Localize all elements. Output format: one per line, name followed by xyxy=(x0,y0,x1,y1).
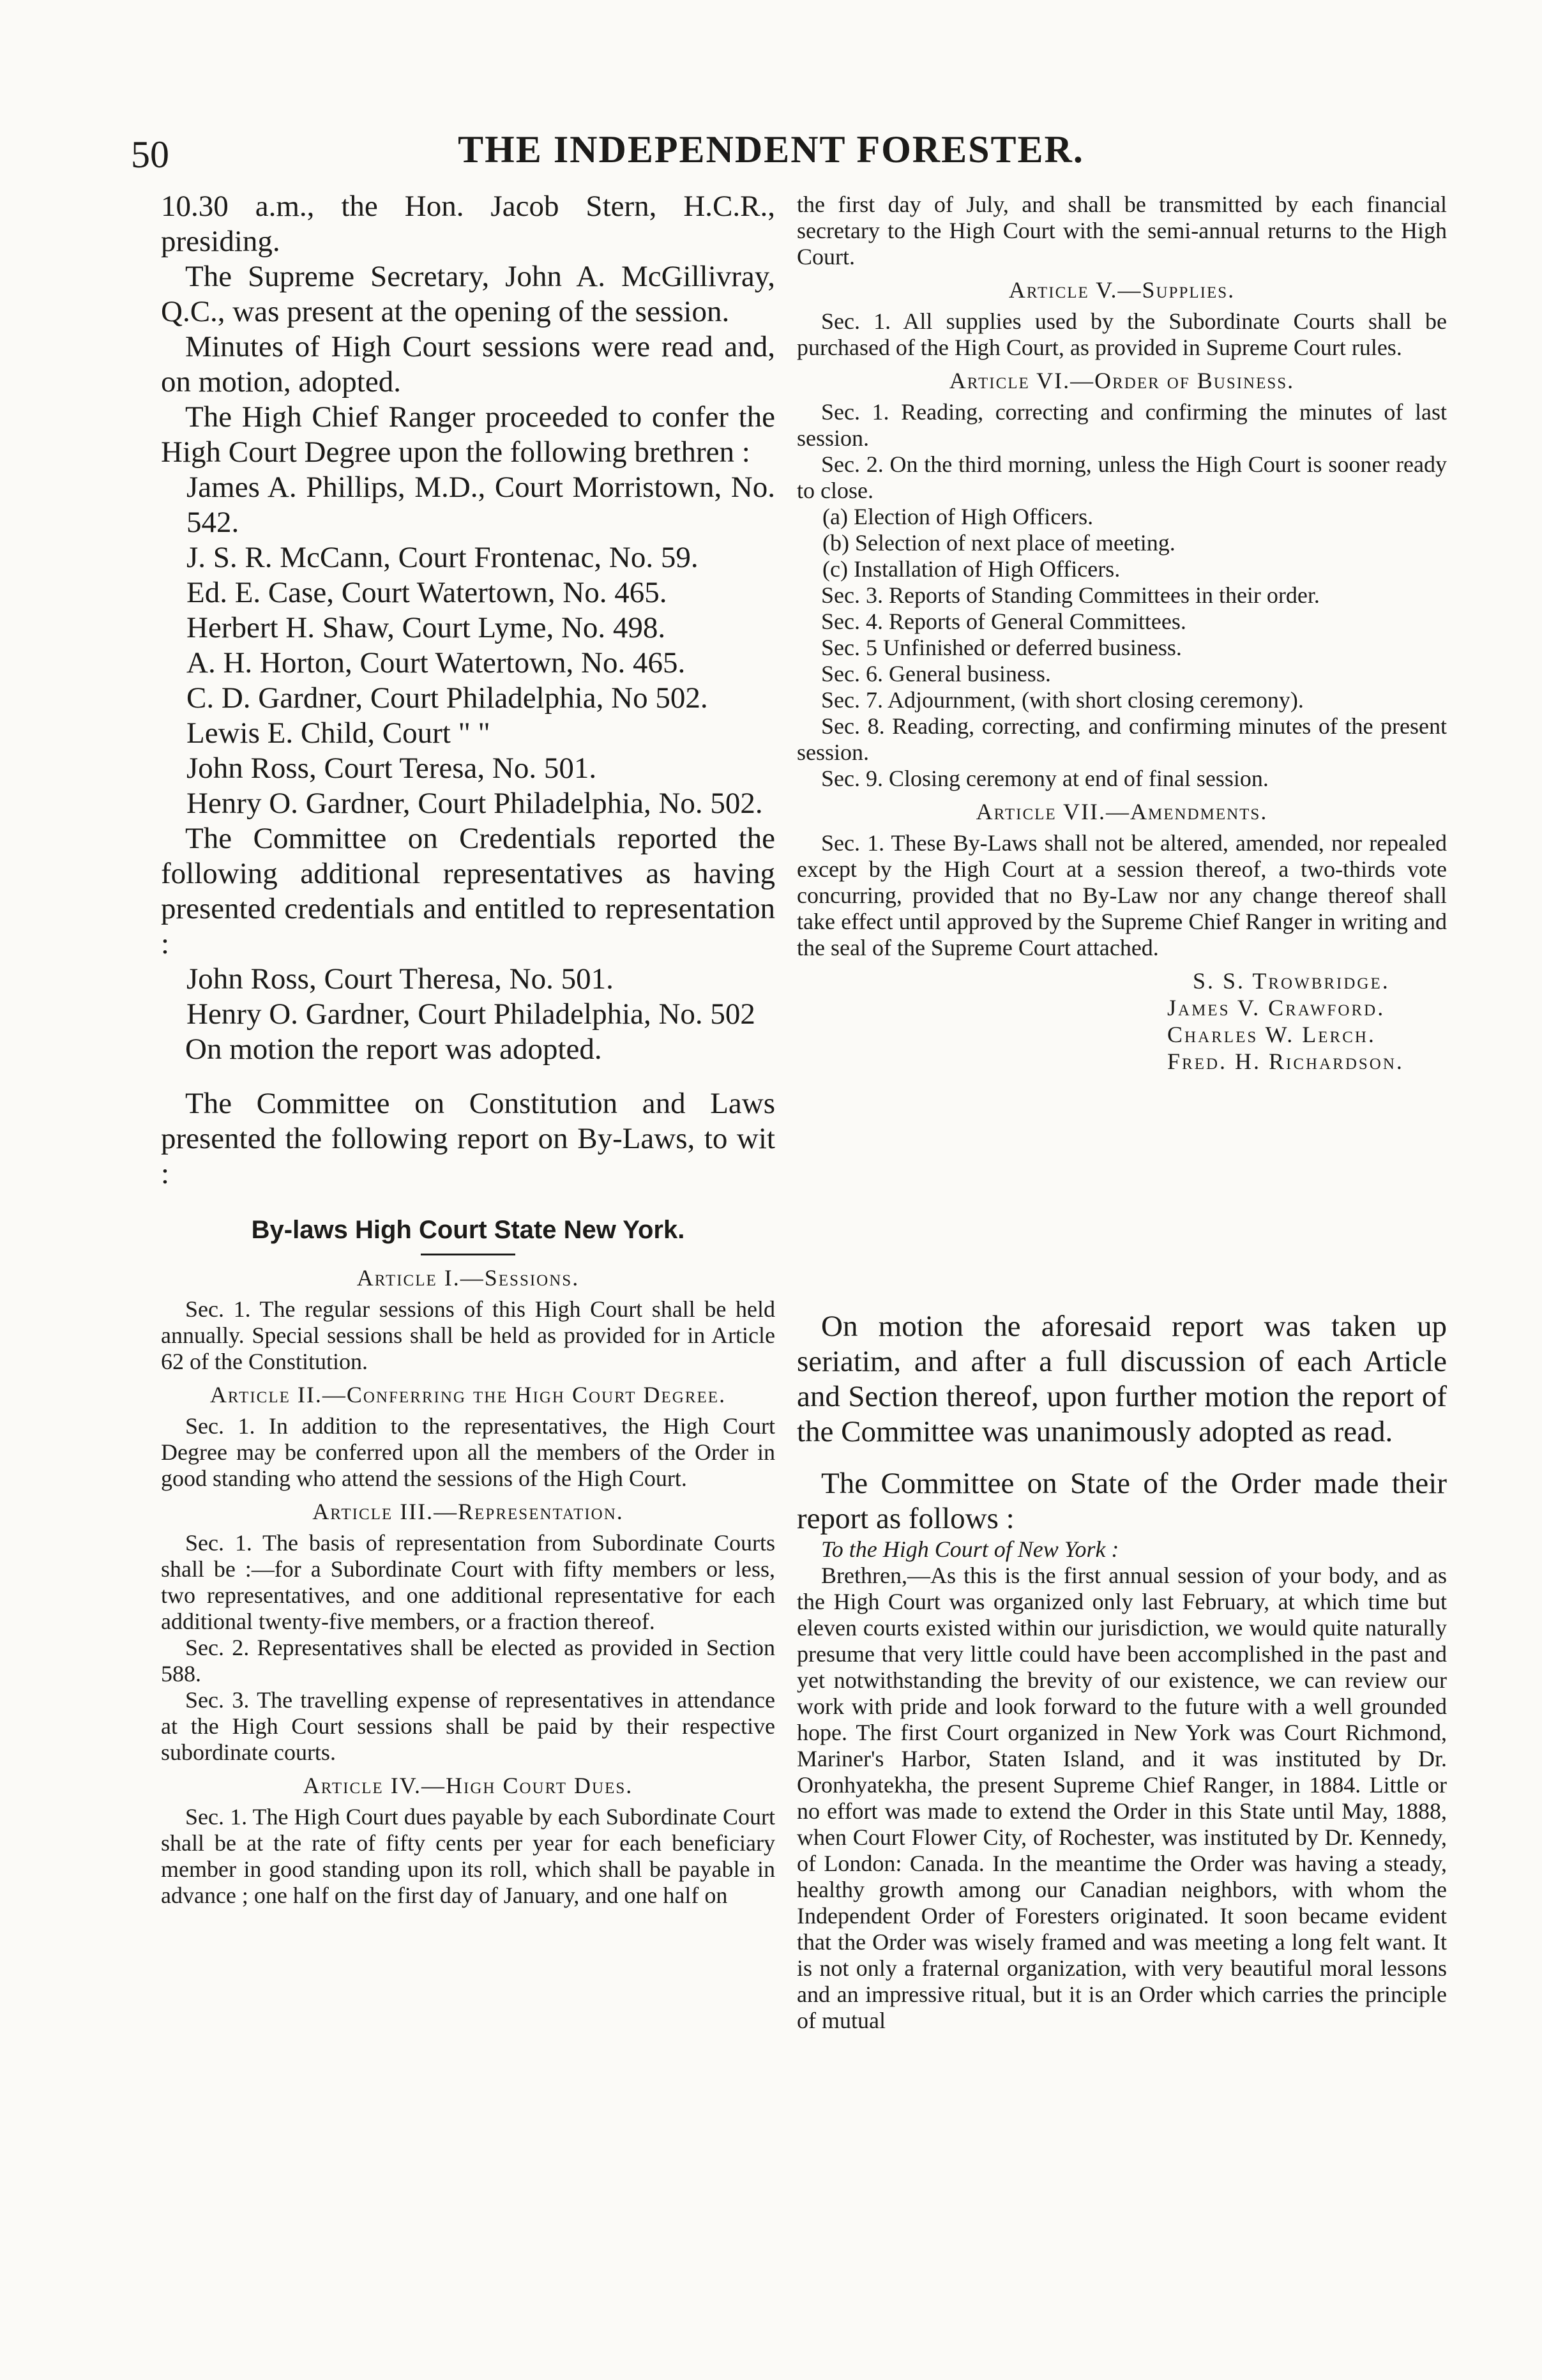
salutation: To the High Court of New York : xyxy=(821,1536,1119,1562)
signature: S. S. Trowbridge. xyxy=(1193,968,1390,994)
article-section: Sec. 8. Reading, correcting, and confirming minutes of the present session. xyxy=(797,713,1447,765)
left-column xyxy=(161,189,775,1909)
paragraph-opening: 10.30 a.m., the Hon. Jacob Stern, H.C.R., presiding. xyxy=(161,190,775,258)
page-number: 50 xyxy=(131,133,169,176)
paragraph-secretary: The Supreme Secretary, John A. McGillivray, Q.C., was present at the opening of the session. xyxy=(161,260,775,328)
paragraph-brethren: Brethren,—As this is the first annual session of your body, and as the High Court was organized only last February, at which time but eleven courts existed within our jurisdiction, we would quite naturally presume that very little could have been accomplished in the past and yet notwithstanding the brevity of our existence, we can review our work with pride and look forward to the future with a well grounded hope. The first Court organized in New York was Court Richmond, Mariner's Harbor, Staten Island, and it was instituted by Dr. Oronhyatekha, the present Supreme Chief Ranger, in 1884. Little or no effort was made to extend the Order in this State until May, 1888, when Court Flower City, of Rochester, was instituted by Dr. Kennedy, of London: Canada. In the meantime the Order was having a steady, healthy growth among our Canadian neighbors, with whom the Independent Order of Foresters originated. It soon became evident that the Order was wisely framed and was meeting a long felt want. It is not only a fraternal organization, with very beautiful moral lessons and an impressive ritual, but it is an Order which carries the principle of mutual xyxy=(797,1563,1447,2033)
article-heading: Article II.—Conferring the High Court Degree. xyxy=(209,1382,727,1407)
business-item: (a) Election of High Officers. xyxy=(822,504,1094,529)
paragraph-adopted: On motion the report was adopted. xyxy=(185,1033,602,1066)
paragraph-state-of-order: The Committee on State of the Order made their report as follows : xyxy=(797,1467,1447,1535)
right-column-bottom xyxy=(797,1309,1447,2034)
paragraph-credentials: The Committee on Credentials reported the following additional representatives as having presented credentials and entitled to representation : xyxy=(161,822,775,960)
article-section: Sec. 7. Adjournment, (with short closing ceremony). xyxy=(821,687,1304,713)
article-section: Sec. 1. The regular sessions of this High Court shall be held annually. Special sessions shall be held as provided for in Article 62 of the Constitution. xyxy=(161,1296,775,1374)
representative-item: Henry O. Gardner, Court Philadelphia, No. 502 xyxy=(186,997,755,1031)
brethren-item: J. S. R. McCann, Court Frontenac, No. 59. xyxy=(186,541,699,574)
article-section: Sec. 1. These By-Laws shall not be altered, amended, nor repealed except by the High Court at a session thereof, a two-thirds vote concurring, provided that no By-Law nor any change thereof shall take effect until approved by the Supreme Chief Ranger in writing and the seal of the Supreme Court attached. xyxy=(797,830,1447,960)
article-section: Sec. 1. The High Court dues payable by each Subordinate Court shall be at the rate of fifty cents per year for each beneficiary member in good standing upon its roll, which shall be payable in advance ; one half on the first day of January, and one half on xyxy=(161,1804,775,1908)
article-section: Sec. 2. On the third morning, unless the High Court is sooner ready to close. xyxy=(797,451,1447,503)
article-section: Sec. 1. In addition to the representatives, the High Court Degree may be conferred upon all the members of the Order in good standing who attend the sessions of the High Court. xyxy=(161,1413,775,1491)
paragraph-degree: The High Chief Ranger proceeded to confer the High Court Degree upon the following brethren : xyxy=(161,400,775,469)
bylaws-title: By-laws High Court State New York. xyxy=(251,1216,685,1244)
article-section: Sec. 1. The basis of representation from Subordinate Courts shall be :—for a Subordinate Court with fifty members or less, two representatives, and one additional representative for each additional twenty-five members, or a fraction thereof. xyxy=(161,1530,775,1634)
brethren-item: John Ross, Court Teresa, No. 501. xyxy=(186,752,597,785)
representative-item: John Ross, Court Theresa, No. 501. xyxy=(186,962,614,996)
article-heading: Article I.—Sessions. xyxy=(356,1265,580,1291)
article-section: Sec. 2. Representatives shall be elected as provided in Section 588. xyxy=(161,1635,775,1686)
article-section: Sec. 5 Unfinished or deferred business. xyxy=(821,635,1182,660)
article-section: Sec. 1. All supplies used by the Subordinate Courts shall be purchased of the High Court, as provided in Supreme Court rules. xyxy=(797,308,1447,360)
article-section: Sec. 3. Reports of Standing Committees in their order. xyxy=(821,582,1320,608)
running-head: THE INDEPENDENT FORESTER. xyxy=(458,128,1084,171)
right-column-top xyxy=(797,192,1447,1075)
paragraph-minutes: Minutes of High Court sessions were read and, on motion, adopted. xyxy=(161,330,775,398)
brethren-item: Ed. E. Case, Court Watertown, No. 465. xyxy=(186,576,667,609)
article-section: Sec. 3. The travelling expense of representatives in attendance at the High Court sessions shall be paid by their respective subordinate courts. xyxy=(161,1687,775,1765)
article-heading: Article V.—Supplies. xyxy=(1008,277,1236,303)
article-heading: Article IV.—High Court Dues. xyxy=(303,1773,633,1798)
brethren-item: A. H. Horton, Court Watertown, No. 465. xyxy=(186,646,686,679)
paragraph-seriatim: On motion the aforesaid report was taken up seriatim, and after a full discussion of each Article and Section thereof, upon further motion the report of the Committee was unanimously adopted as read. xyxy=(797,1310,1447,1448)
business-item: (b) Selection of next place of meeting. xyxy=(822,530,1175,556)
article-section: Sec. 6. General business. xyxy=(821,661,1051,686)
brethren-item: Henry O. Gardner, Court Philadelphia, No. 502. xyxy=(186,787,763,820)
brethren-item: C. D. Gardner, Court Philadelphia, No 502. xyxy=(186,681,708,715)
article-section: Sec. 4. Reports of General Committees. xyxy=(821,609,1186,634)
title-rule xyxy=(421,1254,515,1255)
brethren-item: Lewis E. Child, Court " " xyxy=(186,716,490,750)
signature: James V. Crawford. xyxy=(1167,995,1386,1020)
brethren-item: Herbert H. Shaw, Court Lyme, No. 498. xyxy=(186,611,666,644)
article-heading: Article VII.—Amendments. xyxy=(976,799,1268,824)
paragraph-constitution: The Committee on Constitution and Laws presented the following report on By-Laws, to wit : xyxy=(161,1087,775,1190)
signature: Charles W. Lerch. xyxy=(1167,1022,1376,1047)
article-heading: Article VI.—Order of Business. xyxy=(949,368,1295,393)
article-section: Sec. 1. Reading, correcting and confirming the minutes of last session. xyxy=(797,399,1447,451)
brethren-item: James A. Phillips, M.D., Court Morristown, No. 542. xyxy=(186,471,775,539)
article-section: Sec. 9. Closing ceremony at end of final session. xyxy=(821,766,1269,791)
signature: Fred. H. Richardson. xyxy=(1167,1049,1404,1074)
business-item: (c) Installation of High Officers. xyxy=(822,556,1121,582)
article-continuation: the first day of July, and shall be transmitted by each financial secretary to the High Court with the semi-annual returns to the High Court. xyxy=(797,192,1447,269)
article-heading: Article III.—Representation. xyxy=(312,1499,624,1524)
